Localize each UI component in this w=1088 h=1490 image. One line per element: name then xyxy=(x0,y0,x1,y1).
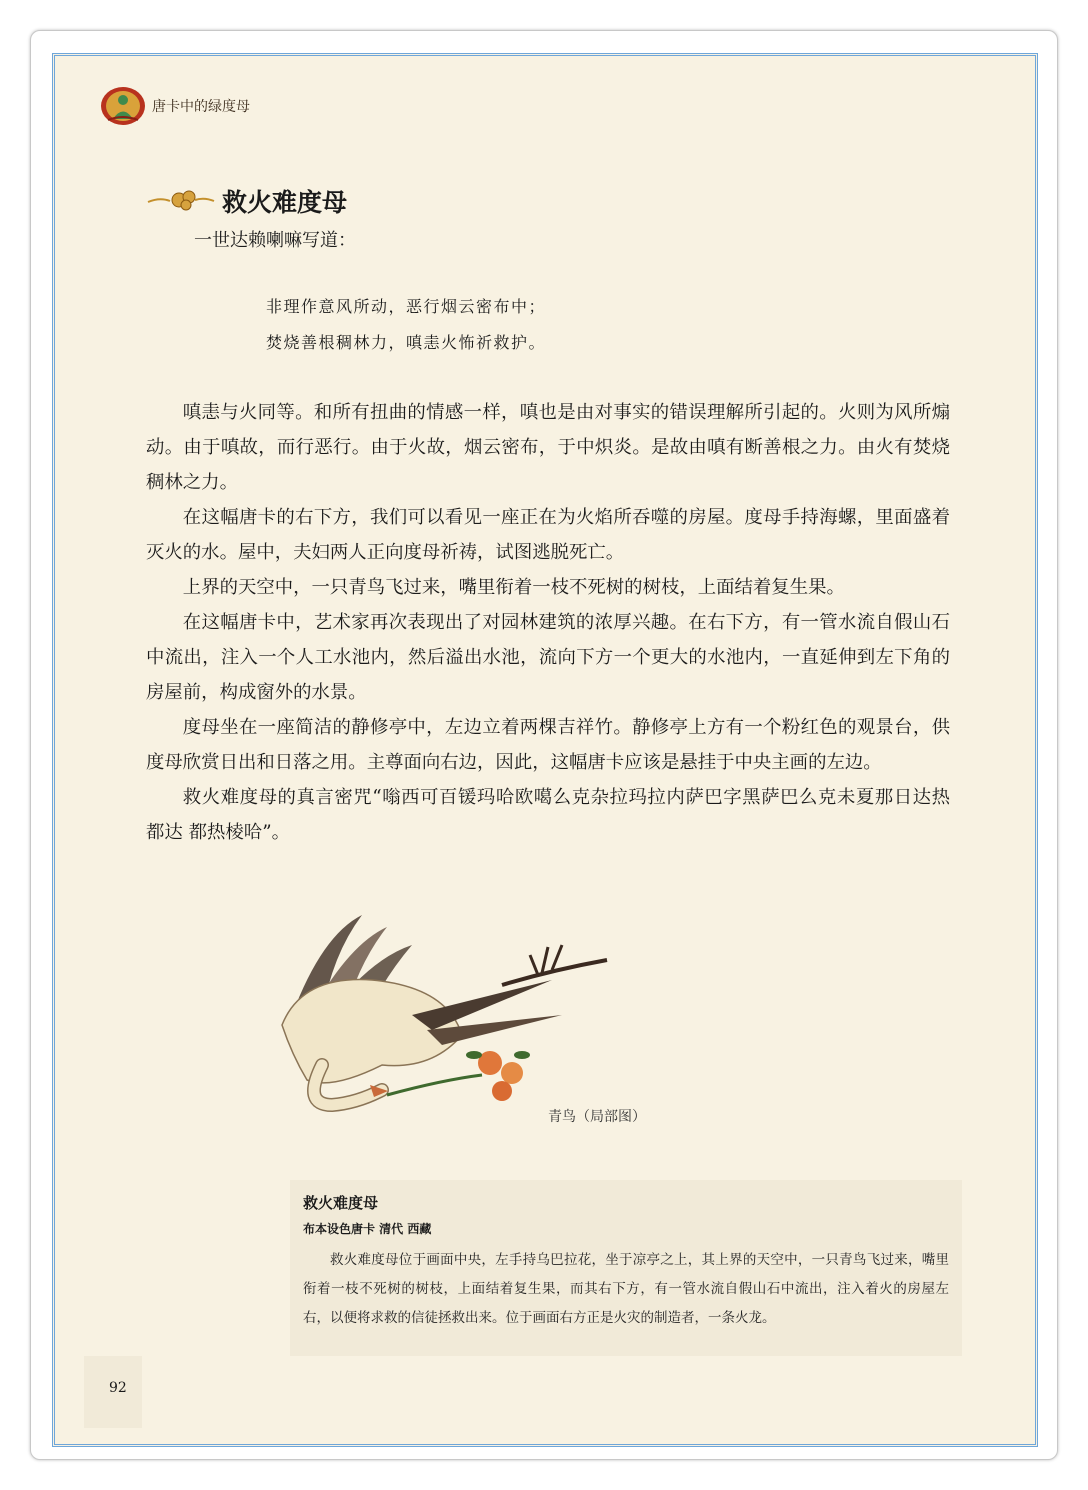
verse-line: 非理作意风所动，恶行烟云密布中； xyxy=(266,297,547,316)
verse-line: 焚烧善根稠林力，嗔恚火怖祈救护。 xyxy=(266,333,547,352)
illustration-caption: 青鸟（局部图） xyxy=(548,1109,646,1125)
paragraph: 救火难度母的真言密咒“嗡西可百锾玛哈欧噶么克杂拉玛拉内萨巴字黑萨巴么克未夏那日达热 都达 都热棱哈”。 xyxy=(146,787,950,843)
tara-emblem-icon xyxy=(100,86,146,126)
bluebird-illustration xyxy=(262,905,612,1115)
intro-line: 一世达赖喇嘛写道： xyxy=(194,230,356,251)
running-header: 唐卡中的绿度母 xyxy=(152,99,250,115)
caption-paragraph: 救火难度母位于画面中央，左手持乌巴拉花，坐于凉亭之上，其上界的天空中，一只青鸟飞过来，嘴里衔着一枝不死树的树枝，上面结着复生果，而其右下方，有一管水流自假山石中流出，注入着火的房屋左右，以便将求救的信徒拯救出来。位于画面右方正是火灾的制造者，一条火龙。 xyxy=(303,1252,949,1326)
paragraph: 在这幅唐卡的右下方，我们可以看见一座正在为火焰所吞噬的房屋。度母手持海螺，里面盛着灭火的水。屋中，夫妇两人正向度母祈祷，试图逃脱死亡。 xyxy=(146,507,950,563)
caption-subtitle: 布本设色唐卡 清代 西藏 xyxy=(303,1222,432,1236)
paragraph: 度母坐在一座简洁的静修亭中，左边立着两棵吉祥竹。静修亭上方有一个粉红色的观景台，供度母欣赏日出和日落之用。主尊面向右边，因此，这幅唐卡应该是悬挂于中央主画的左边。 xyxy=(146,717,950,773)
body-text xyxy=(146,395,950,850)
page-number: 92 xyxy=(109,1380,127,1396)
cloud-ornament-icon xyxy=(146,186,216,214)
paragraph: 在这幅唐卡中，艺术家再次表现出了对园林建筑的浓厚兴趣。在右下方，有一管水流自假山石中流出，注入一个人工水池内，然后溢出水池，流向下方一个更大的水池内，一直延伸到左下角的房屋前，构成窗外的水景。 xyxy=(146,612,950,703)
caption-title: 救火难度母 xyxy=(303,1194,379,1212)
paragraph: 上界的天空中，一只青鸟飞过来，嘴里衔着一枝不死树的树枝，上面结着复生果。 xyxy=(182,577,845,598)
caption-text xyxy=(303,1246,949,1333)
section-title: 救火难度母 xyxy=(222,188,348,217)
paragraph: 嗔恚与火同等。和所有扭曲的情感一样，嗔也是由对事实的错误理解所引起的。火则为风所煽动。由于嗔故，而行恶行。由于火故，烟云密布，于中炽炎。是故由嗔有断善根之力。由火有焚烧稠林之力。 xyxy=(146,402,950,493)
